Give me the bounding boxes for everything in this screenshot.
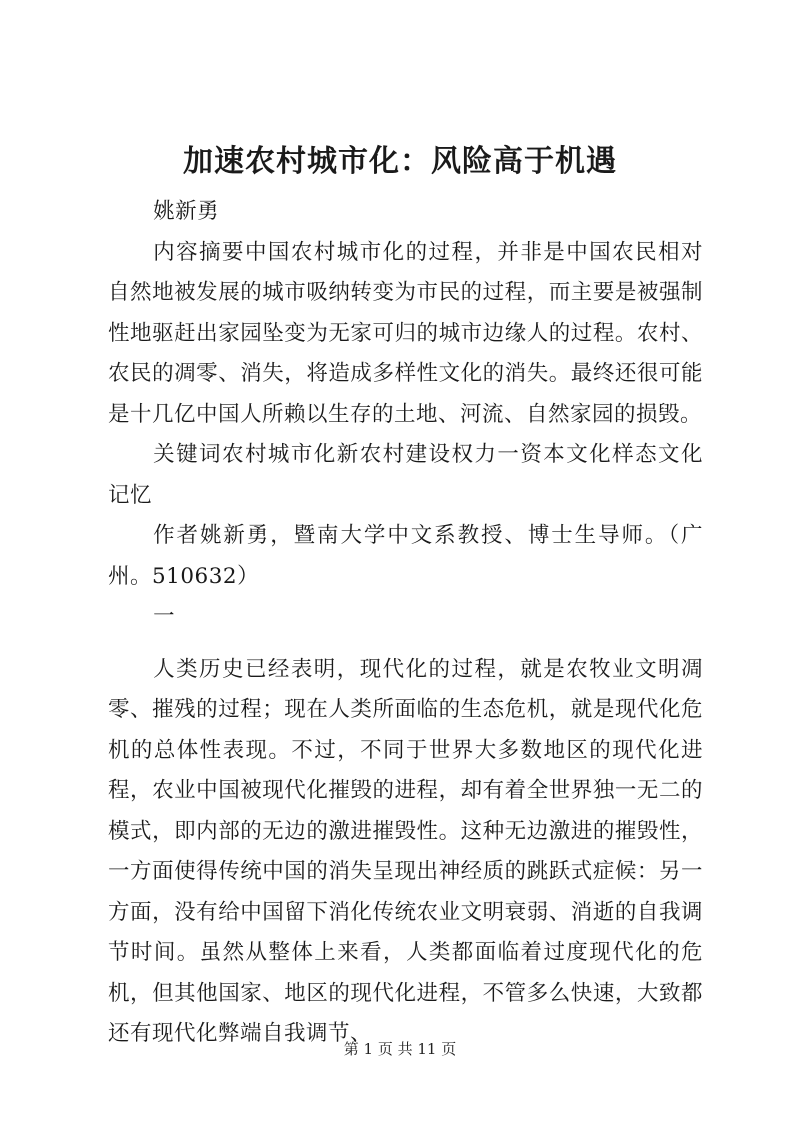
page-number-footer: 第 1 页 共 11 页	[343, 1040, 457, 1058]
document-title: 加速农村城市化：风险高于机遇	[183, 144, 617, 179]
author-info-paragraph: 作者姚新勇，暨南大学中文系教授、博士生导师。（广州。510632）	[108, 523, 703, 589]
body-paragraph: 人类历史已经表明，现代化的过程，就是农牧业文明凋零、摧残的过程；现在人类所面临的生态危机，就是现代化危机的总体性表现。不过，不同于世界大多数地区的现代化进程，农业中国被现代化摧毁的进程，却有着全世界独一无二的模式，即内部的无边的激进摧毁性。这种无边激进的摧毁性，一方面使得传统中国的消失呈现出神经质的跳跃式症候：另一方面，没有给中国留下消化传统农业文明衰弱、消逝的自我调节时间。虽然从整体上来看，人类都面临着过度现代化的危机，但其他国家、地区的现代化进程，不管多么快速，大致都还有现代化弊端自我调节、	[108, 656, 703, 1046]
section-number: 一	[153, 604, 176, 629]
abstract-paragraph: 内容摘要中国农村城市化的过程，并非是中国农民相对自然地被发展的城市吸纳转变为市民的过程，而主要是被强制性地驱赶出家园坠变为无家可归的城市边缘人的过程。农村、农民的凋零、消失，将造成多样性文化的消失。最终还很可能是十几亿中国人所赖以生存的土地、河流、自然家园的损毁。	[108, 239, 703, 427]
document-body	[108, 192, 703, 1055]
keywords-paragraph: 关键词农村城市化新农村建设权力一资本文化样态文化记忆	[108, 442, 703, 508]
author-name: 姚新勇	[153, 199, 220, 224]
